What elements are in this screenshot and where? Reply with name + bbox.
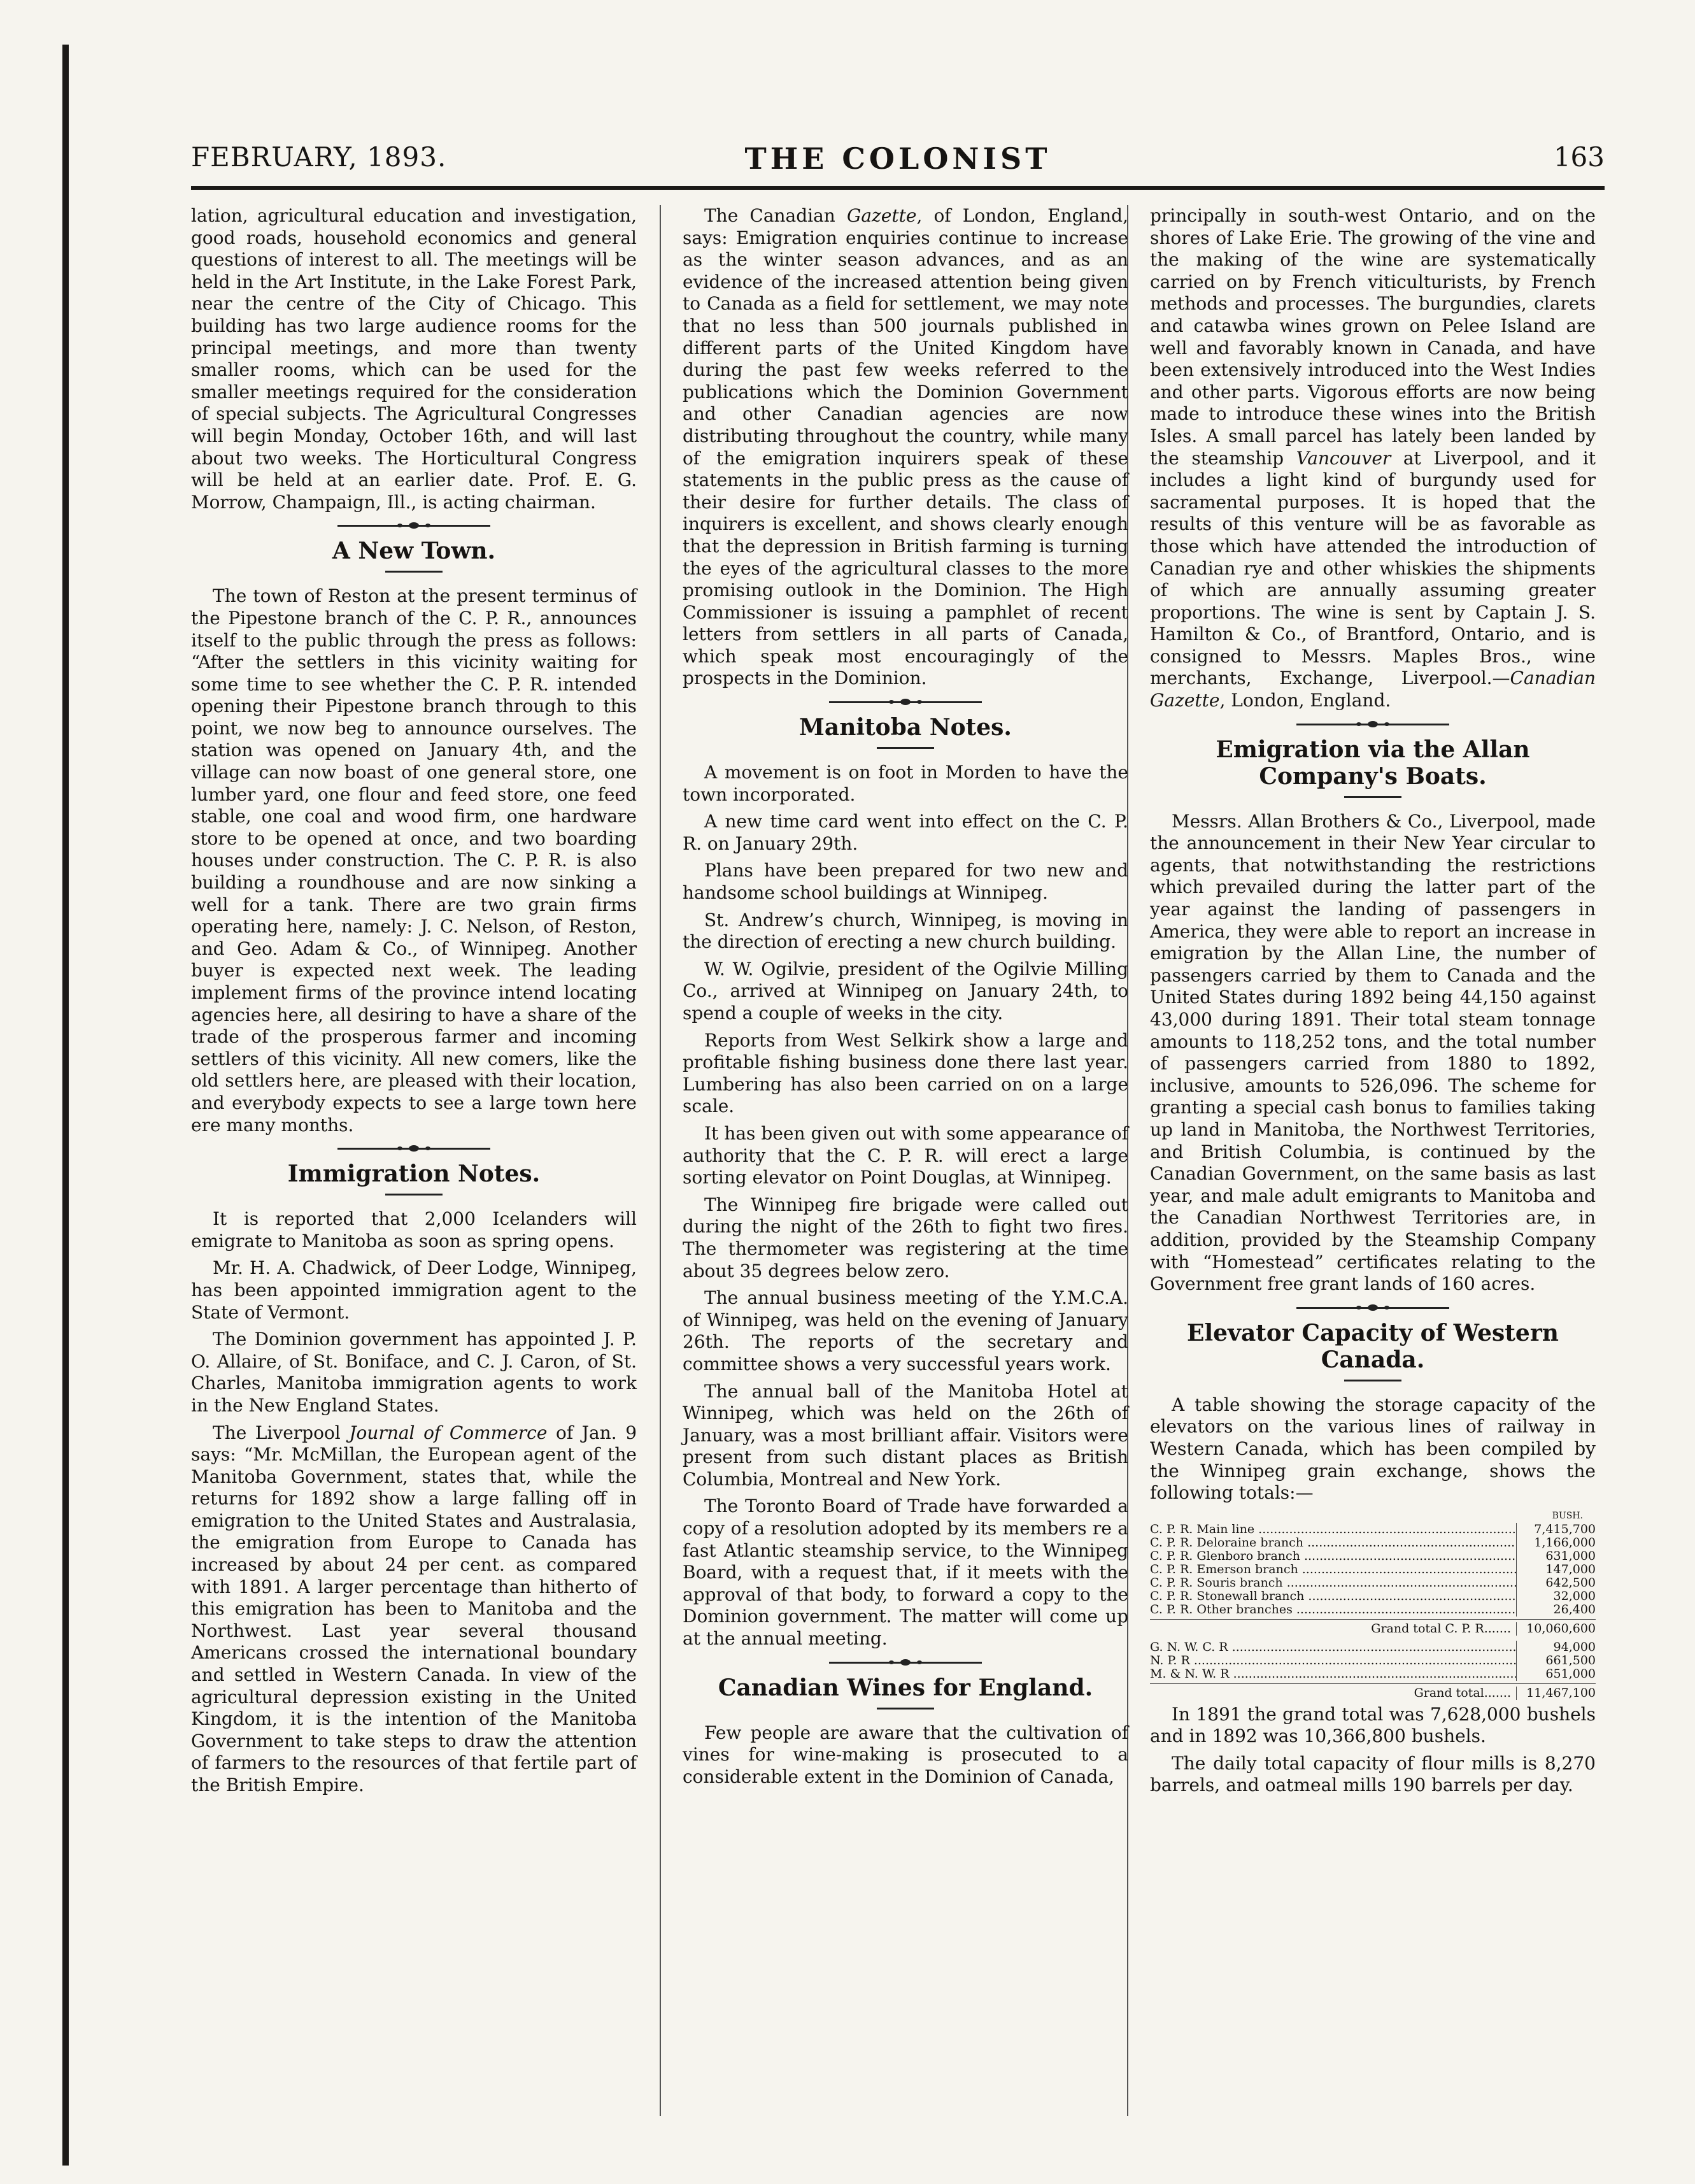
paragraph: It is reported that 2,000 Icelanders will emigrate to Manitoba as soon as spring opens. xyxy=(191,1208,637,1252)
table-row-value: 32,000 xyxy=(1516,1590,1596,1603)
table-row-label: C. P. R. Stonewall branch ..... xyxy=(1150,1590,1516,1603)
table-total-value: 10,060,600 xyxy=(1516,1622,1596,1636)
table-row xyxy=(1150,1523,1596,1536)
column-2 xyxy=(683,205,1128,1793)
table-total-label: Grand total C. P. R....... xyxy=(1371,1622,1511,1636)
paragraph xyxy=(1150,205,1596,712)
table-row xyxy=(1150,1550,1596,1563)
table-row-label: C. P. R. Emerson branch ..... xyxy=(1150,1563,1516,1576)
paragraph: Plans have been prepared for two new and handsome school buildings at Winnipeg. xyxy=(683,860,1128,904)
table-row xyxy=(1150,1576,1596,1590)
paragraph: Messrs. Allan Brothers & Co., Liverpool, made the announcement in their New Year circular to agents, that notwithstanding the restrictions which prevailed during the latter part of the year against the landing of passengers in America, they were able to report an increase in emigration by the Allan Line, the number of passengers carried by them to Canada and the United States during 1892 being 44,150 against 43,000 during 1891. Their total steam tonnage amounts to 118,252 tons, and the total number of passengers carried from 1880 to 1892, inclusive, amounts to 526,096. The scheme for granting a special cash bonus to families taking up land in Manitoba, the Northwest Territories, and British Columbia, is continued by the Canadian Government, on the same basis as last year, and male adult emigrants to Manitoba and the Canadian Northwest Territories are, in addition, provided by the Steamship Company with “Homestead” certificates relating to the Government free grant lands of 160 acres. xyxy=(1150,810,1596,1295)
section-divider xyxy=(829,699,982,705)
publication-title: Gazette xyxy=(846,205,917,226)
table-row-value: 147,000 xyxy=(1516,1563,1596,1576)
table-grand-total-value: 11,467,100 xyxy=(1516,1687,1596,1700)
page-header xyxy=(191,141,1605,180)
column-3 xyxy=(1150,205,1596,1802)
publication-title: Journal of Commerce xyxy=(349,1422,548,1443)
page-number: 163 xyxy=(1553,141,1605,173)
heading-rule xyxy=(877,1708,934,1709)
table-row-label: G. N. W. C. R ..... xyxy=(1150,1641,1516,1654)
issue-date: FEBRUARY, 1893. xyxy=(191,141,447,173)
table-body-cpr xyxy=(1150,1523,1596,1617)
masthead: THE COLONIST xyxy=(744,141,1051,176)
table-row-value: 26,400 xyxy=(1516,1603,1596,1617)
heading-immigration-notes: Immigration Notes. xyxy=(287,1160,541,1188)
header-rule xyxy=(191,186,1605,190)
table-rule xyxy=(1150,1683,1596,1684)
paragraph: The Toronto Board of Trade have forwarded a copy of a resolution adopted by its members re a fast Atlantic steamship service, to the Winnipeg Board, with a request that, if it meets with the approval of that body, to forward a copy to the Dominion government. The matter will come up at the annual meeting. xyxy=(683,1495,1128,1650)
paragraph: It has been given out with some appearance of authority that the C. P. R. will erect a large sorting elevator on Point Douglas, at Winnipeg. xyxy=(683,1122,1128,1188)
paragraph: The annual ball of the Manitoba Hotel at Winnipeg, which was held on the 26th of January, was a most brilliant affair. Visitors were present from such distant places as British Columbia, Montreal and New York. xyxy=(683,1380,1128,1490)
paragraph: The Winnipeg fire brigade were called out during the night of the 26th to fight two fires. The thermometer was registering at the time about 35 degrees below zero. xyxy=(683,1194,1128,1281)
table-row-value: 651,000 xyxy=(1516,1667,1596,1681)
table-row-label: C. P. R. Other branches ..... xyxy=(1150,1603,1516,1617)
text-run: The Canadian xyxy=(704,205,847,226)
table-row-value: 94,000 xyxy=(1516,1641,1596,1654)
paragraph: The Dominion government has appointed J. P. O. Allaire, of St. Boniface, and C. J. Caron, of St. Charles, Manitoba immigration agents to work in the New England States. xyxy=(191,1329,637,1416)
table-row xyxy=(1150,1641,1596,1654)
heading-allan-boats: Emigration via the Allan Company's Boats. xyxy=(1216,736,1530,790)
paragraph xyxy=(683,205,1128,690)
text-run: , of London, England, says: Emigration enquiries continue to increase as the winter season advances, and as an evidence of the increased attention being given to Canada as a field for settlement, we may note that no less than 500 journals published in different parts of the United Kingdom have during the past few weeks referred to the publications which the Dominion Government and other Canadian agencies are now distributing throughout the country, while many of the emigration inquirers speak of these statements in the public press as the cause of their desire for further details. The class of inquirers is excellent, and shows clearly enough that the depression in British farming is turning the eyes of the agricultural classes to the more promising outlook in the Dominion. The High Commissioner is issuing a pamphlet of recent letters from settlers in all parts of Canada, which speak most encouragingly of the prospects in the Dominion. xyxy=(683,205,1128,689)
paragraph: Few people are aware that the cultivation of vines for wine-making is prosecuted to a considerable extent in the Dominion of Canada, xyxy=(683,1722,1128,1787)
paragraph: A movement is on foot in Morden to have the town incorporated. xyxy=(683,762,1128,805)
heading-new-town: A New Town. xyxy=(332,538,496,565)
paragraph: The annual business meeting of the Y.M.C.A. of Winnipeg, was held on the evening of January 26th. The reports of the secretary and committee shows a very successful years work. xyxy=(683,1287,1128,1374)
heading-rule xyxy=(877,747,934,749)
table-row-value: 661,500 xyxy=(1516,1654,1596,1667)
section-divider xyxy=(337,522,490,529)
table-row-label: C. P. R. Souris branch ..... xyxy=(1150,1576,1516,1590)
text-run: of Jan. 9 says: “Mr. McMillan, the European agent of the Manitoba Government, states that, while the returns for 1892 show a large falling off in emigration to the United States and Australasia, the emigration from Europe to Canada has increased by about 24 per cent. as compared with 1891. A larger percentage than hitherto of this emigration has been to Manitoba and the Northwest. Last year several thousand Americans crossed the international boundary and settled in Western Canada. In view of the agricultural depression existing in the United Kingdom, it is the intention of the Manitoba Government to take steps to draw the attention of farmers to the resources of that fertile part of the British Empire. xyxy=(191,1422,637,1795)
text-run: principally in south-west Ontario, and on the shores of Lake Erie. The growing of the vine and the making of the wine are systematically carried on by French viticulturists, by French methods and processes. The burgundies, clarets and catawba wines grown on Pelee Island are well and favorably known in Canada, and have been extensively introduced into the West Indies and other parts. Vigorous efforts are now being made to introduce these wines into the British Isles. A small parcel has lately been landed by the steamship xyxy=(1150,205,1596,469)
paragraph: In 1891 the grand total was 7,628,000 bushels and in 1892 was 10,366,800 bushels. xyxy=(1150,1703,1596,1747)
heading-rule xyxy=(385,571,443,573)
paragraph: A table showing the storage capacity of the elevators on the various lines of railway in Western Canada, which has been compiled by the Winnipeg grain exchange, shows the following totals:— xyxy=(1150,1394,1596,1504)
heading-manitoba-notes: Manitoba Notes. xyxy=(799,714,1012,741)
section-divider xyxy=(1296,1304,1449,1311)
heading-rule xyxy=(385,1194,443,1195)
paragraph: Mr. H. A. Chadwick, of Deer Lodge, Winnipeg, has been appointed immigration agent to the State of Vermont. xyxy=(191,1257,637,1323)
table-unit-header: BUSH. xyxy=(1552,1510,1583,1521)
table-row-label: C. P. R. Glenboro branch ..... xyxy=(1150,1550,1516,1563)
paragraph: The town of Reston at the present terminus of the Pipestone branch of the C. P. R., announces itself to the public through the press as follows: “After the settlers in this vicinity waiting for some time to see whether the C. P. R. intended opening their Pipestone branch through to this point, we now beg to announce ourselves. The station was opened on January 4th, and the village can now boast of one general store, one lumber yard, one flour and feed store, one feed stable, one coal and wood firm, one hardware store to be opened at once, and two boarding houses under construction. The C. P. R. is also building a roundhouse and are now sinking a well for a tank. There are two grain firms operating here, namely: J. C. Nelson, of Reston, and Geo. Adam & Co., of Winnipeg. Another buyer is expected next week. The leading implement firms of the province intend locating agencies here, all desiring to have a share of the trade of the prosperous farmer and incoming settlers of this vicinity. All new comers, like the old settlers here, are pleased with their location, and everybody expects to see a large town here ere many months. xyxy=(191,585,637,1136)
table-row-value: 1,166,000 xyxy=(1516,1536,1596,1550)
paragraph: St. Andrew’s church, Winnipeg, is moving in the direction of erecting a new church building. xyxy=(683,909,1128,953)
elevator-table xyxy=(1150,1510,1596,1700)
section-divider xyxy=(829,1659,982,1666)
table-rule xyxy=(1150,1619,1596,1620)
binding-edge xyxy=(62,45,69,2166)
table-row xyxy=(1150,1536,1596,1550)
text-run: , London, England. xyxy=(1219,690,1391,711)
paragraph: The daily total capacity of flour mills is 8,270 barrels, and oatmeal mills 190 barrels per day. xyxy=(1150,1752,1596,1796)
table-grand-total-row xyxy=(1150,1687,1596,1700)
text-run: The Liverpool xyxy=(213,1422,350,1443)
publication-title: Canadian Gazette xyxy=(1150,667,1596,711)
table-row-value: 642,500 xyxy=(1516,1576,1596,1590)
table-grand-total-label: Grand total....... xyxy=(1414,1686,1511,1700)
section-divider xyxy=(1296,721,1449,727)
table-row-value: 7,415,700 xyxy=(1516,1523,1596,1536)
table-gap xyxy=(1150,1636,1596,1641)
table-total-row xyxy=(1150,1622,1596,1636)
text-run: at Liverpool, and it includes a light kind of burgundy used for sacramental purposes. It is hoped that the results of this venture will be as favorable as those which have attended the introduction of Canadian rye and other whiskies the shipments of which are annually assuming greater proportions. The wine is sent by Captain J. S. Hamilton & Co., of Brantford, Ontario, and is consigned to Messrs. Maples Bros., wine merchants, Exchange, Liverpool.— xyxy=(1150,447,1596,689)
table-row-value: 631,000 xyxy=(1516,1550,1596,1563)
paragraph xyxy=(191,1422,637,1797)
section-divider xyxy=(337,1145,490,1152)
table-row-label: C. P. R. Main line ..... xyxy=(1150,1523,1516,1536)
table-row xyxy=(1150,1603,1596,1617)
paragraph: lation, agricultural education and investigation, good roads, household economics and general questions of interest to all. The meetings will be held in the Art Institute, in the Lake Forest Park, near the centre of the City of Chicago. This building has two large audience rooms for the principal meetings, and more than twenty smaller rooms, which can be used for the smaller meetings required for the consideration of special subjects. The Agricultural Congresses will begin Monday, October 16th, and will last about two weeks. The Horticultural Congress will be held at an earlier date. Prof. E. G. Morrow, Champaign, Ill., is acting chairman. xyxy=(191,205,637,513)
ship-name: Vancouver xyxy=(1296,447,1391,469)
paragraph: Reports from West Selkirk show a large and profitable fishing business done there last year. Lumbering has also been carried on on a large scale. xyxy=(683,1029,1128,1117)
heading-rule xyxy=(1344,1380,1401,1381)
table-row-label: M. & N. W. R ..... xyxy=(1150,1667,1516,1681)
table-row xyxy=(1150,1590,1596,1603)
heading-rule xyxy=(1344,796,1401,798)
table-row-label: C. P. R. Deloraine branch ..... xyxy=(1150,1536,1516,1550)
column-1 xyxy=(191,205,637,1802)
table-row xyxy=(1150,1667,1596,1681)
column-separator xyxy=(660,205,661,2116)
heading-canadian-wines: Canadian Wines for England. xyxy=(718,1674,1093,1701)
heading-elevator-capacity: Elevator Capacity of Western Canada. xyxy=(1187,1319,1559,1373)
paragraph: W. W. Ogilvie, president of the Ogilvie Milling Co., arrived at Winnipeg on January 24th, to spend a couple of weeks in the city. xyxy=(683,958,1128,1024)
table-row-label: N. P. R ..... xyxy=(1150,1654,1516,1667)
paragraph: A new time card went into effect on the C. P. R. on January 29th. xyxy=(683,811,1128,854)
table-body-other xyxy=(1150,1641,1596,1681)
table-row xyxy=(1150,1654,1596,1667)
table-row xyxy=(1150,1563,1596,1576)
